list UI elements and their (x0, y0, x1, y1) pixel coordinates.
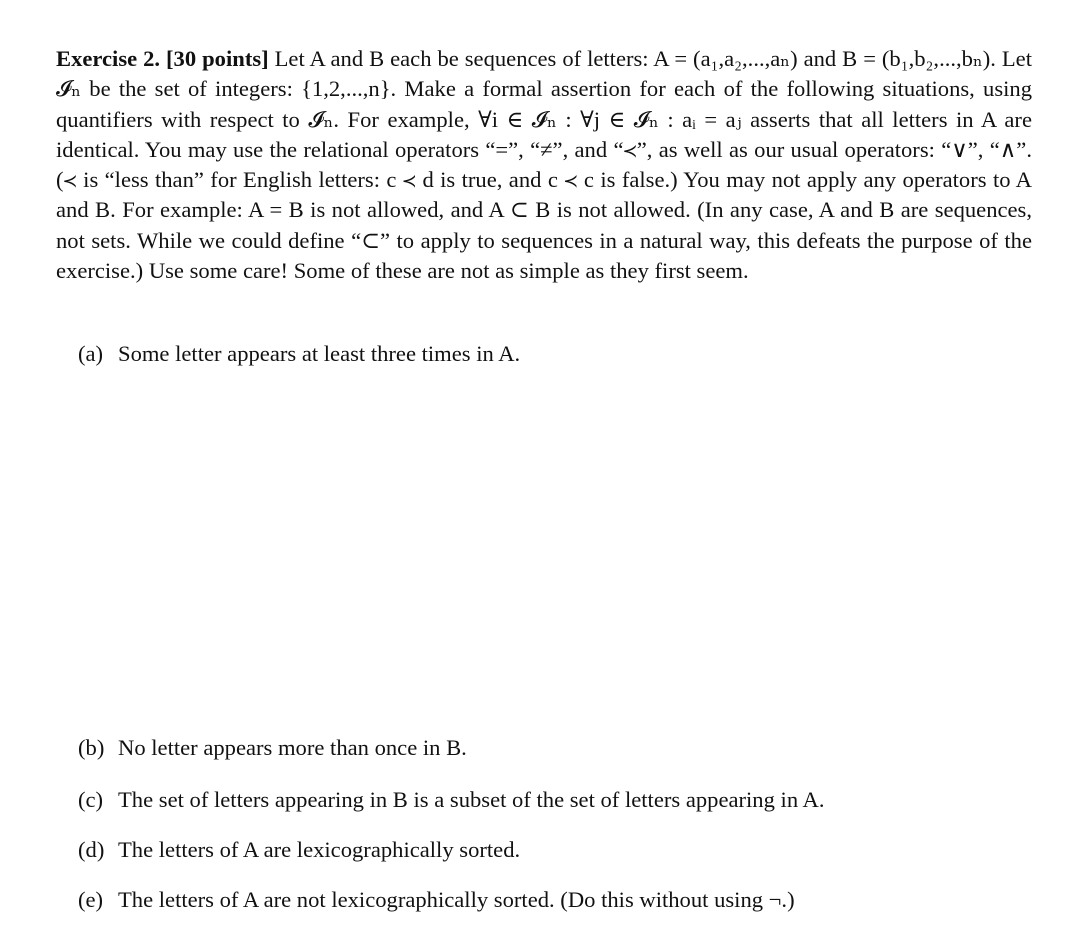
part-e-text: The letters of A are not lexicographically sorted. (Do this without using ¬.) (118, 887, 795, 912)
part-d-text: The letters of A are lexicographically sorted. (118, 837, 521, 862)
part-a (78, 339, 1038, 369)
part-c-text: The set of letters appearing in B is a subset of the set of letters appearing in A. (118, 787, 825, 812)
part-c-label: (c) (78, 787, 104, 812)
exercise-heading: Exercise 2. [30 points] (56, 46, 269, 71)
part-d-label: (d) (78, 837, 105, 862)
exercise-paragraph (56, 44, 1032, 286)
part-e-label: (e) (78, 887, 104, 912)
exercise-body: Let A and B each be sequences of letters: A = (a₁,a₂,...,aₙ) and B = (b₁,b₂,...,bₙ). Let 𝓘ₙ be the set of integers: {1,2,...,n}. Make a formal assertion for each of the following situations, using quantifiers with respect to 𝓘ₙ. For example, ∀i ∈ 𝓘ₙ : ∀j ∈ 𝓘ₙ : aᵢ = aⱼ asserts that all letters in A are identical. You may use the relational operators “=”, “≠”, and “≺”, as well as our usual operators: “∨”, “∧”. (≺ is “less than” for English letters: c ≺ d is true, and c ≺ c is false.) You may not apply any operators to A and B. For example: A = B is not allowed, and A ⊂ B is not allowed. (In any case, A and B are sequences, not sets. While we could define “⊂” to apply to sequences in a natural way, this defeats the purpose of the exercise.) Use some care! Some of these are not as simple as they first seem. (56, 46, 1032, 284)
part-b-text: No letter appears more than once in B. (118, 735, 467, 760)
part-e (78, 885, 1038, 915)
part-b (78, 733, 1038, 763)
part-c (78, 785, 1038, 815)
part-a-label: (a) (78, 341, 104, 366)
part-d (78, 835, 1038, 865)
part-a-text: Some letter appears at least three times in A. (118, 341, 521, 366)
part-b-label: (b) (78, 735, 105, 760)
